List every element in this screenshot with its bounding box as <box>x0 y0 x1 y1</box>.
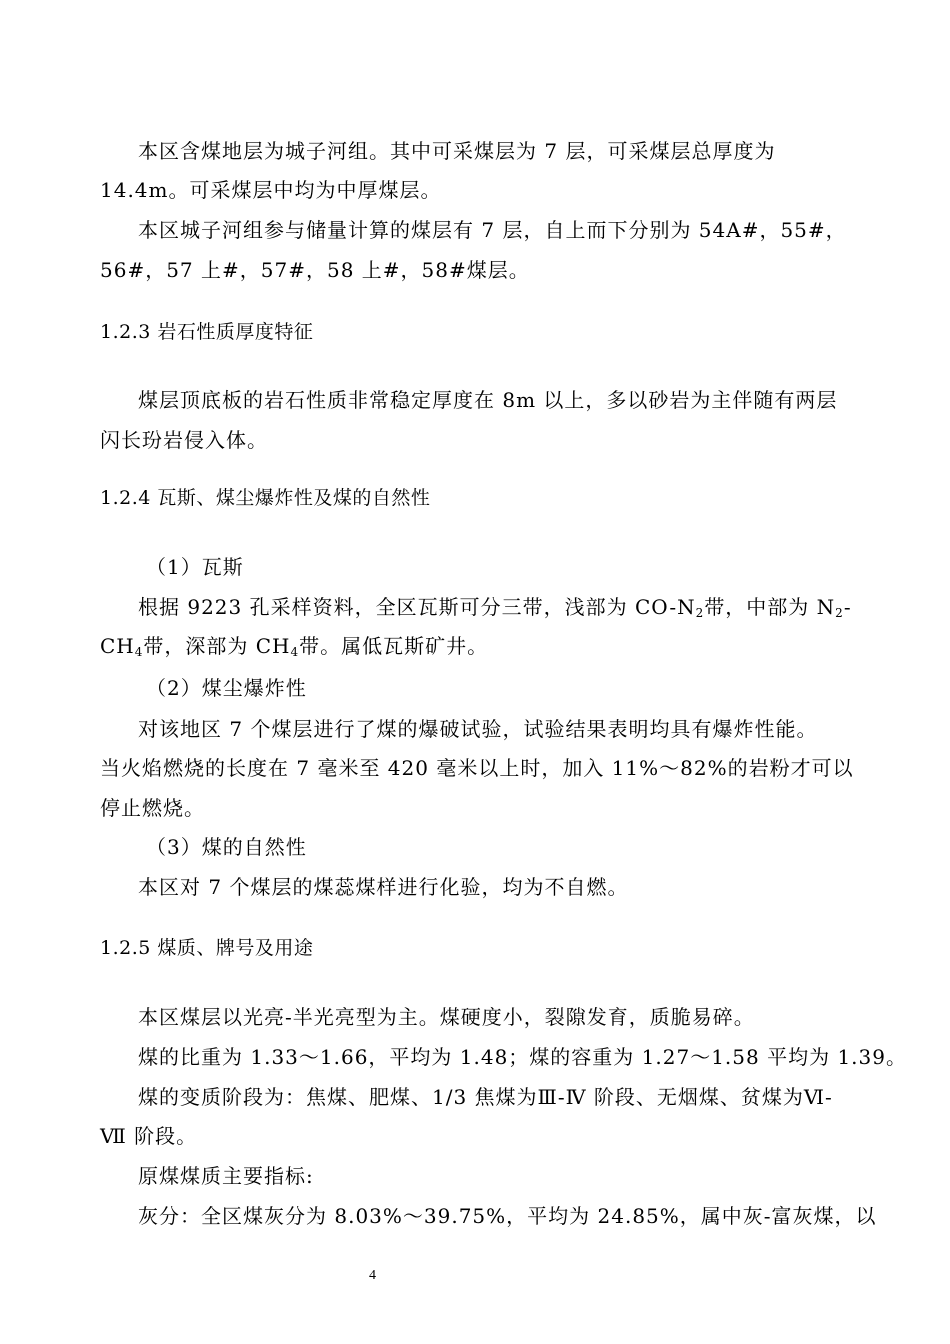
paragraph-line-gas <box>100 632 870 666</box>
text-span: CH <box>100 634 135 658</box>
page-number: 4 <box>369 1268 376 1283</box>
paragraph-line: 本区煤层以光亮-半光亮型为主。煤硬度小，裂隙发育，质脆易碎。 <box>138 1005 755 1029</box>
subsection-title-spontaneous: （3）煤的自然性 <box>146 835 307 859</box>
paragraph-line: 煤层顶底板的岩石性质非常稳定厚度在 8m 以上，多以砂岩为主伴随有两层 <box>138 388 838 412</box>
paragraph-line: 原煤煤质主要指标: <box>138 1164 314 1188</box>
paragraph-line: 煤的比重为 1.33～1.66，平均为 1.48；煤的容重为 1.27～1.58 平均为 1.39。 <box>138 1045 907 1069</box>
paragraph-line: 煤的变质阶段为：焦煤、肥煤、1/3 焦煤为Ⅲ-Ⅳ 阶段、无烟煤、贫煤为Ⅵ- <box>138 1085 833 1109</box>
paragraph-line: 对该地区 7 个煤层进行了煤的爆破试验，试验结果表明均具有爆炸性能。 <box>138 717 818 741</box>
section-heading-1-2-4: 1.2.4 瓦斯、煤尘爆炸性及煤的自然性 <box>100 487 431 509</box>
paragraph-line: 14.4m。可采煤层中均为中厚煤层。 <box>100 178 442 202</box>
text-span: 带，中部为 N <box>704 595 836 619</box>
paragraph-line: 当火焰燃烧的长度在 7 毫米至 420 毫米以上时，加入 11%～82%的岩粉才可以 <box>100 756 854 780</box>
section-heading-1-2-3: 1.2.3 岩石性质厚度特征 <box>100 321 314 343</box>
text-span: 根据 9223 孔采样资料，全区瓦斯可分三带，浅部为 CO-N <box>138 595 696 619</box>
paragraph-line: 56#，57 上#，57#，58 上#，58#煤层。 <box>100 258 530 282</box>
paragraph-line: 本区含煤地层为城子河组。其中可采煤层为 7 层，可采煤层总厚度为 <box>138 139 776 163</box>
paragraph-line: 闪长玢岩侵入体。 <box>100 428 268 452</box>
paragraph-line: 灰分：全区煤灰分为 8.03%～39.75%，平均为 24.85%，属中灰-富灰煤，以 <box>138 1204 877 1228</box>
subscript: 4 <box>134 645 144 659</box>
subscript: 2 <box>695 606 705 620</box>
text-span: 带。属低瓦斯矿井。 <box>299 634 489 658</box>
subsection-title-gas: （1）瓦斯 <box>146 555 244 579</box>
text-span: - <box>843 595 852 619</box>
subscript: 2 <box>835 606 844 620</box>
subsection-title-dust: （2）煤尘爆炸性 <box>146 676 307 700</box>
subscript: 4 <box>290 645 300 659</box>
paragraph-line: Ⅶ 阶段。 <box>100 1124 198 1148</box>
paragraph-line: 本区对 7 个煤层的煤蕊煤样进行化验，均为不自燃。 <box>138 875 629 899</box>
paragraph-line: 停止燃烧。 <box>100 796 205 820</box>
section-heading-1-2-5: 1.2.5 煤质、牌号及用途 <box>100 937 314 959</box>
paragraph-line-gas <box>138 593 870 627</box>
text-span: 带，深部为 CH <box>143 634 291 658</box>
paragraph-line: 本区城子河组参与储量计算的煤层有 7 层，自上而下分别为 54A#，55#， <box>138 218 847 242</box>
